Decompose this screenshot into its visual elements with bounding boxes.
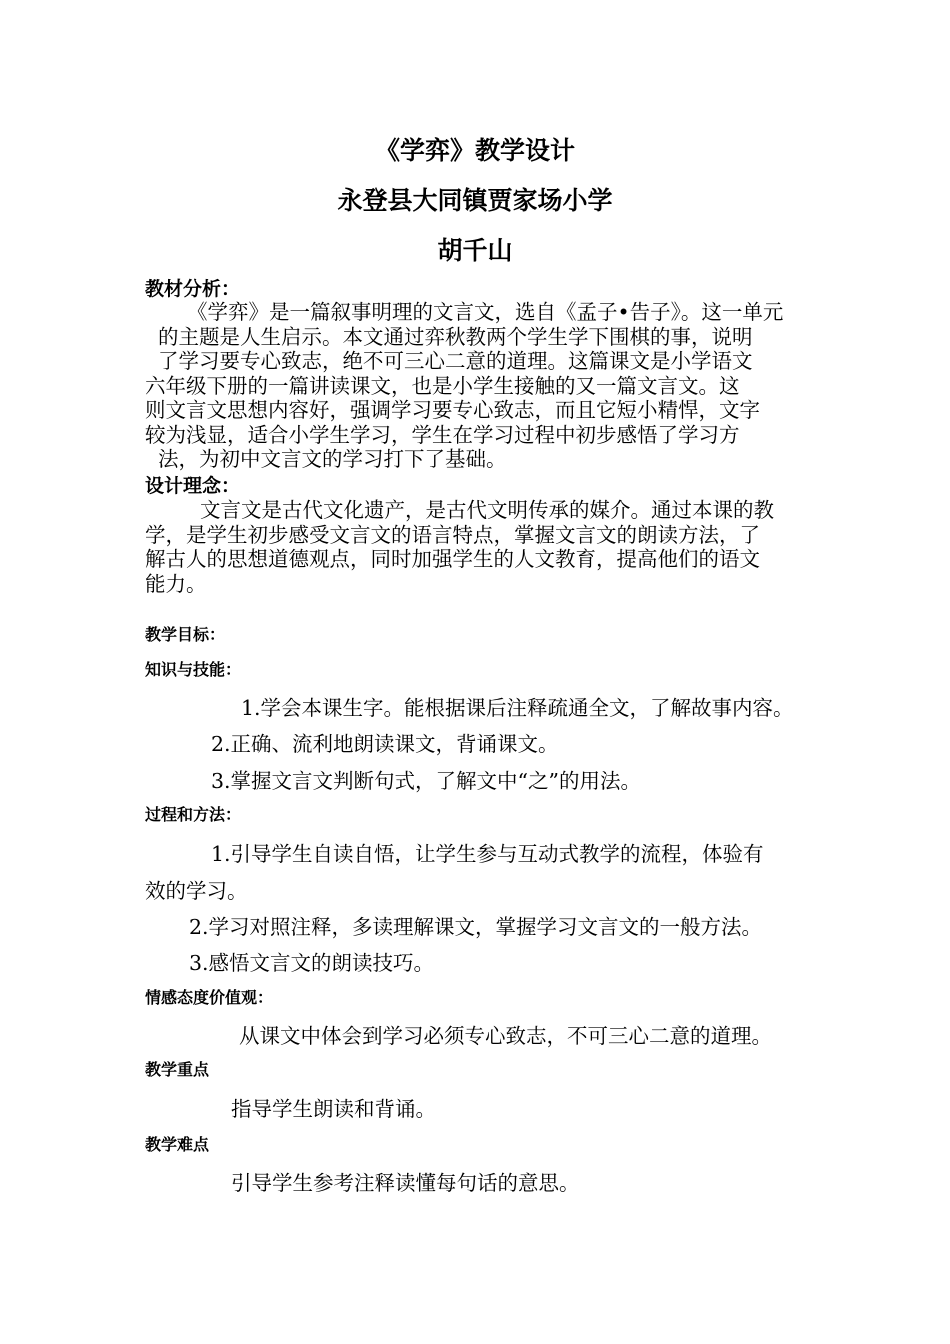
knowledge-heading: 知识与技能：	[145, 660, 242, 679]
document-title: 《学弈》教学设计	[374, 136, 575, 165]
objectives-heading: 教学目标：	[145, 625, 226, 644]
paragraph-line: 学，是学生初步感受文言文的语言特点，掌握文言文的朗读方法，了	[145, 522, 760, 547]
process-heading: 过程和方法：	[145, 805, 242, 824]
design-concept-paragraph	[145, 498, 809, 596]
difficulty-text: 引导学生参考注释读懂每句话的意思。	[231, 1171, 580, 1195]
knowledge-item: 2.正确、流利地朗读课文，背诵课文。	[211, 732, 559, 756]
paragraph-line: 文言文是古代文化遗产，是古代文明传承的媒介。通过本课的教	[200, 498, 774, 522]
paragraph-line: 则文言文思想内容好，强调学习要专心致志，而且它短小精悍，文字	[145, 398, 760, 422]
process-item: 效的学习。	[145, 879, 248, 903]
knowledge-item: 1.学会本课生字。能根据课后注释疏通全文，了解故事内容。	[241, 696, 794, 720]
paragraph-line: 了学习要专心致志，绝不可三心二意的道理。这篇课文是小学语文	[158, 349, 753, 373]
difficulty-heading: 教学难点	[145, 1135, 210, 1154]
material-analysis-paragraph	[145, 300, 809, 472]
school-name: 永登县大同镇贾家场小学	[337, 186, 613, 215]
material-analysis-heading: 教材分析：	[145, 278, 241, 300]
design-concept-heading: 设计理念：	[145, 475, 241, 497]
key-point-text: 指导学生朗读和背诵。	[231, 1097, 436, 1121]
emotion-heading: 情感态度价值观：	[145, 988, 274, 1007]
paragraph-line: 《学弈》是一篇叙事明理的文言文，选自《孟子•告子》。这一单元	[187, 300, 784, 324]
paragraph-line: 能力。	[145, 571, 207, 596]
knowledge-item: 3.掌握文言文判断句式，了解文中“之”的用法。	[211, 769, 642, 793]
paragraph-line: 六年级下册的一篇讲读课文，也是小学生接触的又一篇文言文。这	[145, 373, 740, 398]
author-name: 胡千山	[437, 236, 513, 265]
process-item: 2.学习对照注释，多读理解课文，掌握学习文言文的一般方法。	[189, 915, 763, 939]
paragraph-line: 的主题是人生启示。本文通过弈秋教两个学生学下围棋的事，说明	[158, 324, 753, 349]
paragraph-line: 法，为初中文言文的学习打下了基础。	[158, 447, 507, 471]
process-item: 3.感悟文言文的朗读技巧。	[189, 951, 435, 975]
paragraph-line: 解古人的思想道德观点，同时加强学生的人文教育，提高他们的语文	[145, 547, 760, 571]
paragraph-line: 较为浅显，适合小学生学习，学生在学习过程中初步感悟了学习方	[145, 422, 740, 447]
emotion-item: 从课文中体会到学习必须专心致志，不可三心二意的道理。	[239, 1024, 772, 1048]
key-point-heading: 教学重点	[145, 1060, 210, 1079]
process-item: 1.引导学生自读自悟，让学生参与互动式教学的流程，体验有	[211, 842, 764, 866]
